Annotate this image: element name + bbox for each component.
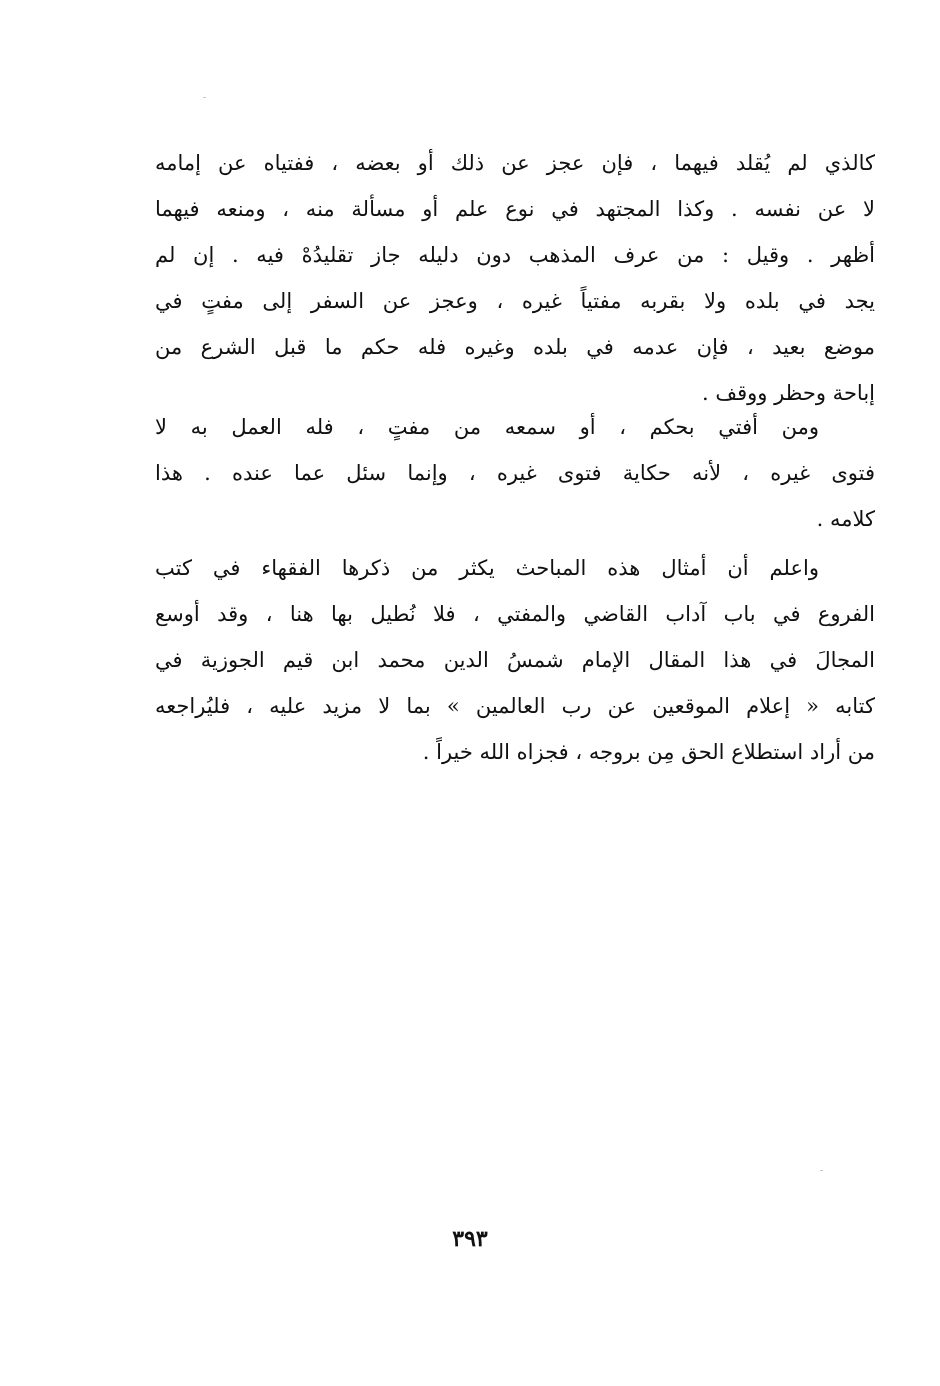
paragraph-1: [155, 140, 875, 416]
paragraph-line: كتابه « إعلام الموقعين عن رب العالمين » بما لا مزيد عليه ، فليُراجعه: [155, 694, 875, 718]
paragraph-line: واعلم أن أمثال هذه المباحث يكثر من ذكرها الفقهاء في كتب: [155, 556, 819, 580]
paragraph-line: الفروع في باب آداب القاضي والمفتي ، فلا نُطيل بها هنا ، وقد أوسع: [155, 602, 875, 626]
scan-speck: [203, 97, 206, 98]
paragraph-3: [155, 545, 875, 775]
paragraph-line: المجالَ في هذا المقال الإمام شمسُ الدين محمد ابن قيم الجوزية في: [155, 648, 875, 672]
paragraph-line: إباحة وحظر ووقف .: [701, 381, 875, 405]
paragraph-line: لا عن نفسه . وكذا المجتهد في نوع علم أو مسألة منه ، ومنعه فيهما: [155, 197, 875, 221]
paragraph-line: ومن أفتي بحكم ، أو سمعه من مفتٍ ، فله العمل به لا: [155, 415, 819, 439]
paragraph-line: كالذي لم يُقلد فيهما ، فإن عجز عن ذلك أو بعضه ، ففتياه عن إمامه: [155, 151, 875, 175]
paragraph-line: موضع بعيد ، فإن عدمه في بلده وغيره فله حكم ما قبل الشرع من: [155, 335, 875, 359]
page-number: ٣٩٣: [452, 1226, 488, 1252]
paragraph-line: كلامه .: [816, 507, 875, 531]
paragraph-line: يجد في بلده ولا بقربه مفتياً غيره ، وعجز عن السفر إلى مفتٍ في: [155, 289, 875, 313]
paragraph-line: أظهر . وقيل : من عرف المذهب دون دليله جاز تقليدُهْ فيه . إن لم: [155, 243, 875, 267]
scan-speck: [820, 1170, 823, 1171]
paragraph-line: من أراد استطلاع الحق مِن بروجه ، فجزاه الله خيراً .: [422, 740, 875, 764]
paragraph-2: [155, 404, 875, 542]
paragraph-line: فتوى غيره ، لأنه حكاية فتوى غيره ، وإنما سئل عما عنده . هذا: [155, 461, 875, 485]
